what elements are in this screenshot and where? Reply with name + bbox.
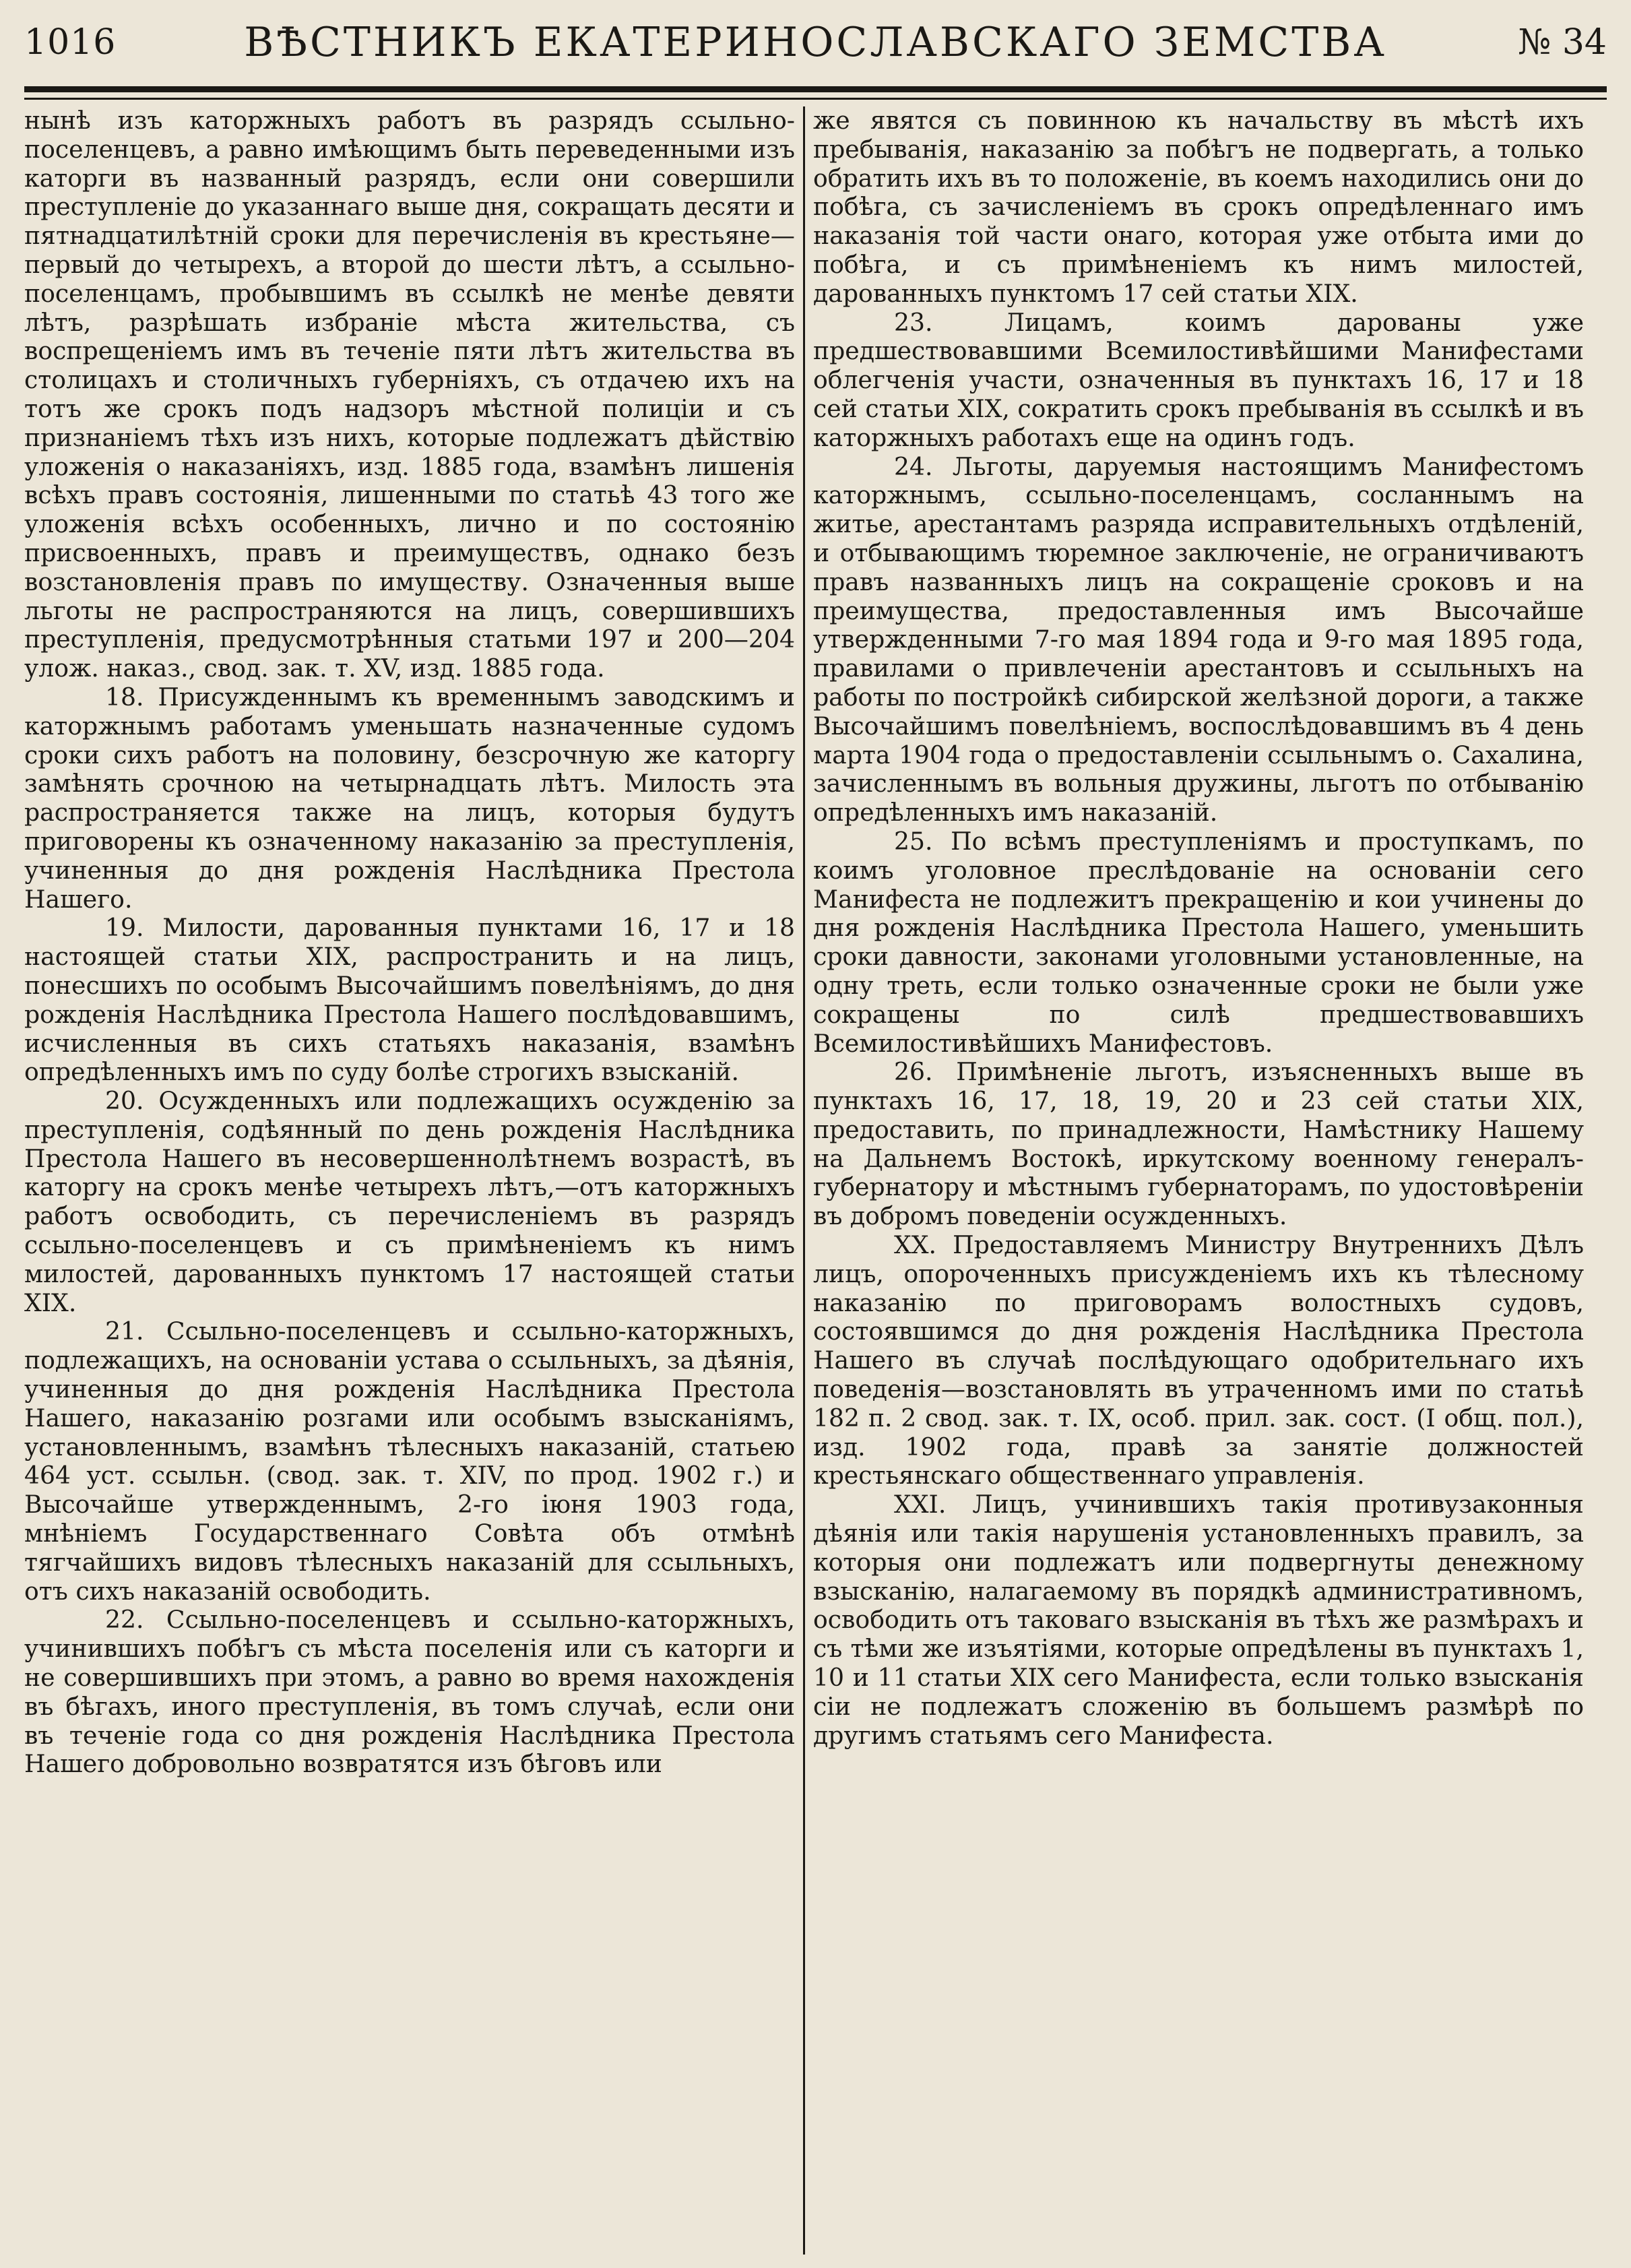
paragraph: 25. По всѣмъ преступленіямъ и проступкамъ, по коимъ уголовное преслѣдованіе на основаніи сего Манифеста не подлежитъ прекращенію и кои учинены до дня рожденія Наслѣдника Престола Нашего, уменьшить сроки давности, законами уголовными установленные, на одну треть, если только означенные сроки не были уже сокращены по силѣ предшествовавшихъ Всемилостивѣйшихъ Манифестовъ. [813, 826, 1584, 1058]
header-rule-thick [24, 86, 1607, 92]
paragraph: 21. Ссыльно-поселенцевъ и ссыльно-каторжныхъ, подлежащихъ, на основаніи устава о ссыльныхъ, за дѣянія, учиненныя до дня рожденія Наслѣдника Престола Нашего, наказанію розгами или особымъ взысканіямъ, установленнымъ, взамѣнъ тѣлесныхъ наказаній, статьею 464 уст. ссыльн. (свод. зак. т. XIV, по прод. 1902 г.) и Высочайше утвержденнымъ, 2-го іюня 1903 года, мнѣніемъ Государственнаго Совѣта объ отмѣнѣ тягчайшихъ видовъ тѣлесныхъ наказаній для ссыльныхъ, отъ сихъ наказаній освободить. [24, 1317, 795, 1606]
paragraph: нынѣ изъ каторжныхъ работъ въ разрядъ ссыльно-поселенцевъ, а равно имѣющимъ быть переведенными изъ каторги въ названный разрядъ, если они совершили преступленіе до указаннаго выше дня, сокращать десяти и пятнадцатилѣтній сроки для перечисленія въ крестьяне—первый до четырехъ, а второй до шести лѣтъ, а ссыльно-поселенцамъ, пробывшимъ въ ссылкѣ не менѣе девяти лѣтъ, разрѣшать избраніе мѣста жительства, съ воспрещеніемъ имъ въ теченіе пяти лѣтъ жительства въ столицахъ и столичныхъ губерніяхъ, съ отдачею ихъ на тотъ же срокъ подъ надзоръ мѣстной полиціи и съ признаніемъ тѣхъ изъ нихъ, которые подлежатъ дѣйствію уложенія о наказаніяхъ, изд. 1885 года, взамѣнъ лишенія всѣхъ правъ состоянія, лишенными по статьѣ 43 того же уложенія всѣхъ особенныхъ, лично и по состоянію присвоенныхъ, правъ и преимуществъ, однако безъ возстановленія правъ по имуществу. Означенныя выше льготы не распространяются на лицъ, совершившихъ преступленія, предусмотрѣнныя статьми 197 и 200—204 улож. наказ., свод. зак. т. XV, изд. 1885 года. [24, 106, 795, 683]
paragraph: XX. Предоставляемъ Министру Внутреннихъ Дѣлъ лицъ, опороченныхъ присужденіемъ ихъ къ тѣлесному наказанію по приговорамъ волостныхъ судовъ, состоявшимся до дня рожденія Наслѣдника Престола Нашего въ случаѣ послѣдующаго одобрительнаго ихъ поведенія—возстановлять въ утраченномъ ими по статьѣ 182 п. 2 свод. зак. т. IX, особ. прил. зак. сост. (I общ. пол.), изд. 1902 года, правѣ за занятіе должностей крестьянскаго общественнаго управленія. [813, 1230, 1584, 1490]
page-number: 1016 [24, 22, 117, 63]
journal-title: ВѢСТНИКЪ ЕКАТЕРИНОСЛАВСКАГО ЗЕМСТВА [244, 18, 1387, 66]
issue-number: № 34 [1518, 22, 1607, 63]
page-header [24, 0, 1607, 84]
right-column [805, 106, 1584, 2255]
paragraph: 26. Примѣненіе льготъ, изъясненныхъ выше въ пунктахъ 16, 17, 18, 19, 20 и 23 сей статьи XIX, предоставить, по принадлежности, Намѣстнику Нашему на Дальнемъ Востокѣ, иркутскому военному генералъ-губернатору и мѣстнымъ губернаторамъ, по удостовѣреніи въ добромъ поведеніи осужденныхъ. [813, 1057, 1584, 1231]
text-columns [24, 106, 1607, 2255]
paragraph: 19. Милости, дарованныя пунктами 16, 17 и 18 настоящей статьи XIX, распространить и на лицъ, понесшихъ по особымъ Высочайшимъ повелѣніямъ, до дня рожденія Наслѣдника Престола Нашего послѣдовавшимъ, исчисленныя въ сихъ статьяхъ наказанія, взамѣнъ опредѣленныхъ имъ по суду болѣе строгихъ взысканій. [24, 913, 795, 1087]
paragraph: XXI. Лицъ, учинившихъ такія противузаконныя дѣянія или такія нарушенія установленныхъ правилъ, за которыя они подлежатъ или подвергнуты денежному взысканію, налагаемому въ порядкѣ административномъ, освободить отъ таковаго взысканія въ тѣхъ же размѣрахъ и съ тѣми же изъятіями, которые опредѣлены въ пунктахъ 1, 10 и 11 статьи XIX сего Манифеста, если только взысканія сіи не подлежатъ сложенію въ большемъ размѣрѣ по другимъ статьямъ сего Манифеста. [813, 1490, 1584, 1750]
paragraph: 23. Лицамъ, коимъ дарованы уже предшествовавшими Всемилостивѣйшими Манифестами облегченія участи, означенныя въ пунктахъ 16, 17 и 18 сей статьи XIX, сократить срокъ пребыванія въ ссылкѣ и въ каторжныхъ работахъ еще на одинъ годъ. [813, 307, 1584, 452]
paragraph: же явятся съ повинною къ начальству въ мѣстѣ ихъ пребыванія, наказанію за побѣгъ не подвергать, а только обратить ихъ въ то положеніе, въ коемъ находились они до побѣга, съ зачисленіемъ въ срокъ опредѣленнаго имъ наказанія той части онаго, которая уже отбыта ими до побѣга, и съ примѣненіемъ къ нимъ милостей, дарованныхъ пунктомъ 17 сей статьи XIX. [813, 106, 1584, 308]
paragraph: 18. Присужденнымъ къ временнымъ заводскимъ и каторжнымъ работамъ уменьшать назначенные судомъ сроки сихъ работъ на половину, безсрочную же каторгу замѣнять срочною на четырнадцать лѣтъ. Милость эта распространяется также на лицъ, которыя будутъ приговорены къ означенному наказанію за преступленія, учиненныя до дня рожденія Наслѣдника Престола Нашего. [24, 682, 795, 914]
paragraph: 22. Ссыльно-поселенцевъ и ссыльно-каторжныхъ, учинившихъ побѣгъ съ мѣста поселенія или съ каторги и не совершившихъ при этомъ, а равно во время нахожденія въ бѣгахъ, иного преступленія, въ томъ случаѣ, если они въ теченіе года со дня рожденія Наслѣдника Престола Нашего добровольно возвратятся изъ бѣговъ или [24, 1605, 795, 1779]
paragraph: 24. Льготы, даруемыя настоящимъ Манифестомъ каторжнымъ, ссыльно-поселенцамъ, сосланнымъ на житье, арестантамъ разряда исправительныхъ отдѣленій, и отбывающимъ тюремное заключеніе, не ограничиваютъ правъ названныхъ лицъ на сокращеніе сроковъ и на преимущества, предоставленныя имъ Высочайше утвержденными 7-го мая 1894 года и 9-го мая 1895 года, правилами о привлеченіи арестантовъ и ссыльныхъ на работы по постройкѣ сибирской желѣзной дороги, а также Высочайшимъ повелѣніемъ, воспослѣдовавшимъ въ 4 день марта 1904 года о предоставленіи ссыльнымъ о. Сахалина, зачисленнымъ въ вольныя дружины, льготъ по отбыванію опредѣленныхъ имъ наказаній. [813, 451, 1584, 827]
header-rule-thin [24, 98, 1607, 100]
left-column [24, 106, 803, 2255]
paragraph: 20. Осужденныхъ или подлежащихъ осужденію за преступленія, содѣянный по день рожденія Наслѣдника Престола Нашего въ несовершеннолѣтнемъ возрастѣ, въ каторгу на срокъ менѣе четырехъ лѣтъ,—отъ каторжныхъ работъ освободить, съ перечисленіемъ въ разрядъ ссыльно-поселенцевъ и съ примѣненіемъ къ нимъ милостей, дарованныхъ пунктомъ 17 настоящей статьи XIX. [24, 1086, 795, 1317]
